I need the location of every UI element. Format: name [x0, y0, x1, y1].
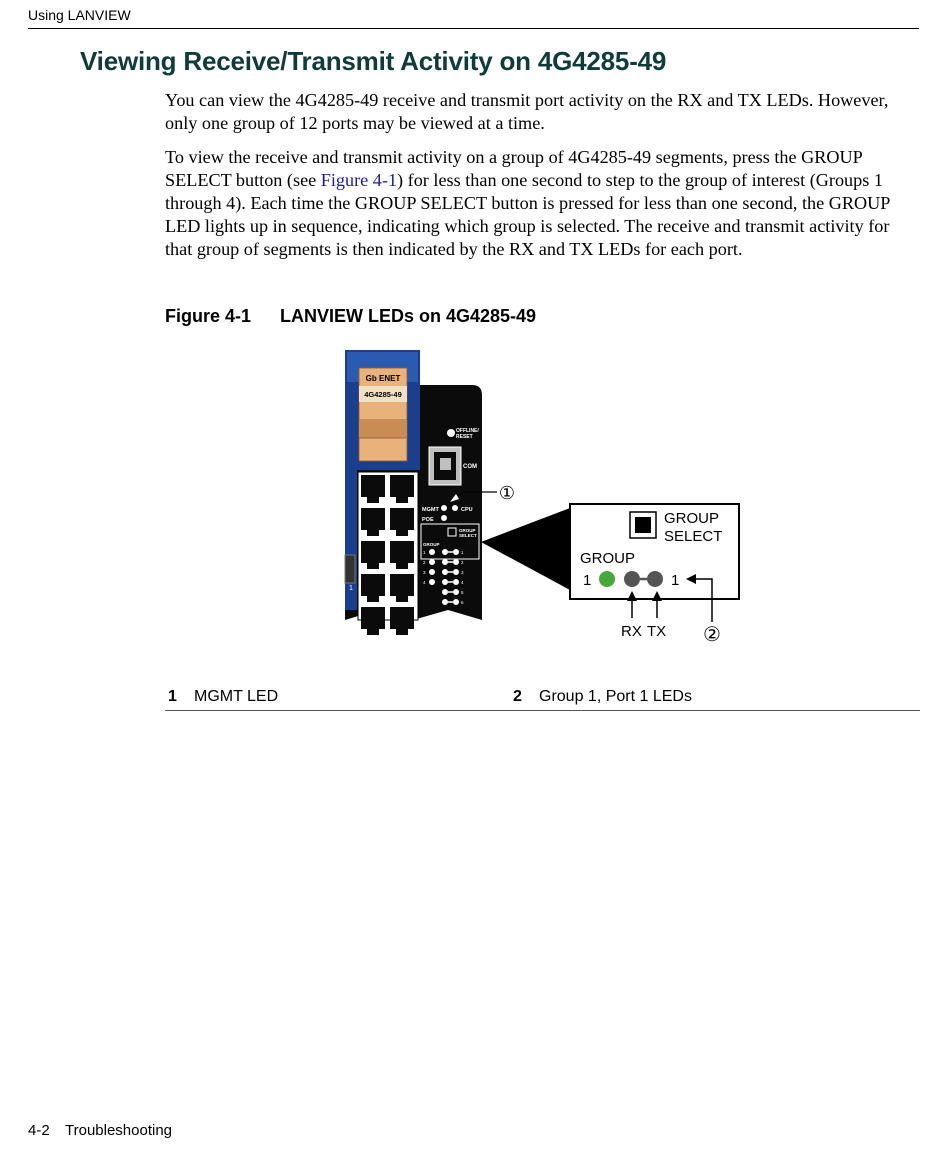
chapter-name: Troubleshooting: [65, 1122, 173, 1139]
mini-group-number: 3: [423, 570, 426, 575]
mini-port-number: 6: [461, 600, 464, 605]
group-1-led: [599, 571, 615, 587]
mini-group-led: [429, 579, 435, 585]
mini-port-number: 4: [461, 580, 464, 585]
figure-number: Figure 4-1: [165, 306, 252, 326]
mini-group-number: 1: [423, 550, 426, 555]
legend-number: 2: [513, 688, 522, 705]
slot-number: 1: [349, 585, 353, 592]
mini-group-number: 2: [423, 560, 426, 565]
offline-reset-button: [447, 429, 455, 437]
module-model-label: 4G4285-49: [364, 390, 402, 399]
mini-group-label: GROUP: [459, 528, 476, 533]
detail-group-select-line2: SELECT: [664, 528, 723, 545]
mgmt-label: MGMT: [422, 507, 439, 513]
detail-group-number: 1: [583, 572, 592, 589]
poe-label: POE: [422, 517, 434, 523]
mini-rx-led: [442, 559, 448, 565]
mini-group-led: [429, 569, 435, 575]
mini-tx-led: [453, 549, 459, 555]
mini-tx-led: [453, 589, 459, 595]
reset-label: RESET: [456, 434, 473, 440]
detail-group-label: GROUP: [580, 550, 636, 567]
cpu-label: CPU: [461, 507, 473, 513]
figure-legend: [165, 688, 920, 711]
callout-1-marker: ①: [498, 483, 516, 504]
rj45-port: [361, 607, 385, 635]
mini-group-led: [429, 559, 435, 565]
rx-label: RX: [621, 623, 642, 640]
mini-port-number: 3: [461, 570, 464, 575]
mini-rx-led: [442, 549, 448, 555]
rj45-port: [390, 607, 414, 635]
paragraph-instructions-end: ) for less than one second to step to the group of interest (Groups 1 through 4). Each time the GROUP SELECT button is pressed for less than one second, the GROUP LED lights up in sequence, indicating which group is selected. The receive and transmit activity for that group of segments is then indicated by the RX and TX LEDs for each port.: [165, 170, 890, 259]
callout-2-marker: ②: [703, 622, 721, 646]
mini-select-label: SELECT: [459, 533, 477, 538]
ejector-lever: [345, 555, 355, 583]
section-title: Viewing Receive/Transmit Activity on 4G4285-49: [80, 46, 667, 76]
paragraph-instructions-start: To view the receive and transmit activity on a group of 4G4285-49 segments, press the GROUP SELECT button (see: [165, 147, 863, 190]
legend-text: MGMT LED: [194, 688, 279, 705]
mini-port-number: 2: [461, 560, 464, 565]
page-number: 4-2: [28, 1122, 50, 1139]
offline-label: OFFLINE/: [456, 428, 479, 434]
mini-rx-led: [442, 589, 448, 595]
detail-port-number: 1: [671, 572, 680, 589]
legend-item-1: [165, 688, 278, 706]
mini-port-number: 5: [461, 590, 464, 595]
mini-group-led: [429, 549, 435, 555]
legend-text: Group 1, Port 1 LEDs: [539, 688, 692, 705]
poe-led: [441, 515, 447, 521]
rx-led: [624, 571, 640, 587]
module-label-top: Gb ENET: [365, 374, 401, 383]
mini-tx-led: [453, 579, 459, 585]
tx-label: TX: [647, 623, 667, 640]
mini-tx-led: [453, 569, 459, 575]
tx-led: [647, 571, 663, 587]
mgmt-led: [441, 505, 447, 511]
figure-4-1-link[interactable]: Figure 4-1: [320, 170, 398, 190]
com-label: COM: [463, 464, 477, 470]
mini-tx-led: [453, 559, 459, 565]
mini-rx-led: [442, 579, 448, 585]
paragraph-intro: You can view the 4G4285-49 receive and transmit port activity on the RX and TX LEDs. However, only one group of 12 ports may be viewed at a time.: [165, 90, 889, 133]
detail-group-select-line1: GROUP: [664, 510, 720, 527]
mini-group-number: 4: [423, 580, 426, 585]
page-footer: [28, 1122, 172, 1139]
running-header: Using LANVIEW: [28, 7, 131, 23]
figure-title: LANVIEW LEDs on 4G4285-49: [280, 306, 537, 326]
mini-rx-led: [442, 569, 448, 575]
zoom-wedge: [481, 508, 570, 590]
mini-tx-led: [453, 599, 459, 605]
legend-number: 1: [168, 688, 177, 705]
mini-group-row-label: GROUP: [423, 542, 440, 547]
cpu-led: [452, 505, 458, 511]
mini-rx-led: [442, 599, 448, 605]
mini-port-number: 1: [461, 550, 464, 555]
legend-item-2: [510, 688, 692, 706]
